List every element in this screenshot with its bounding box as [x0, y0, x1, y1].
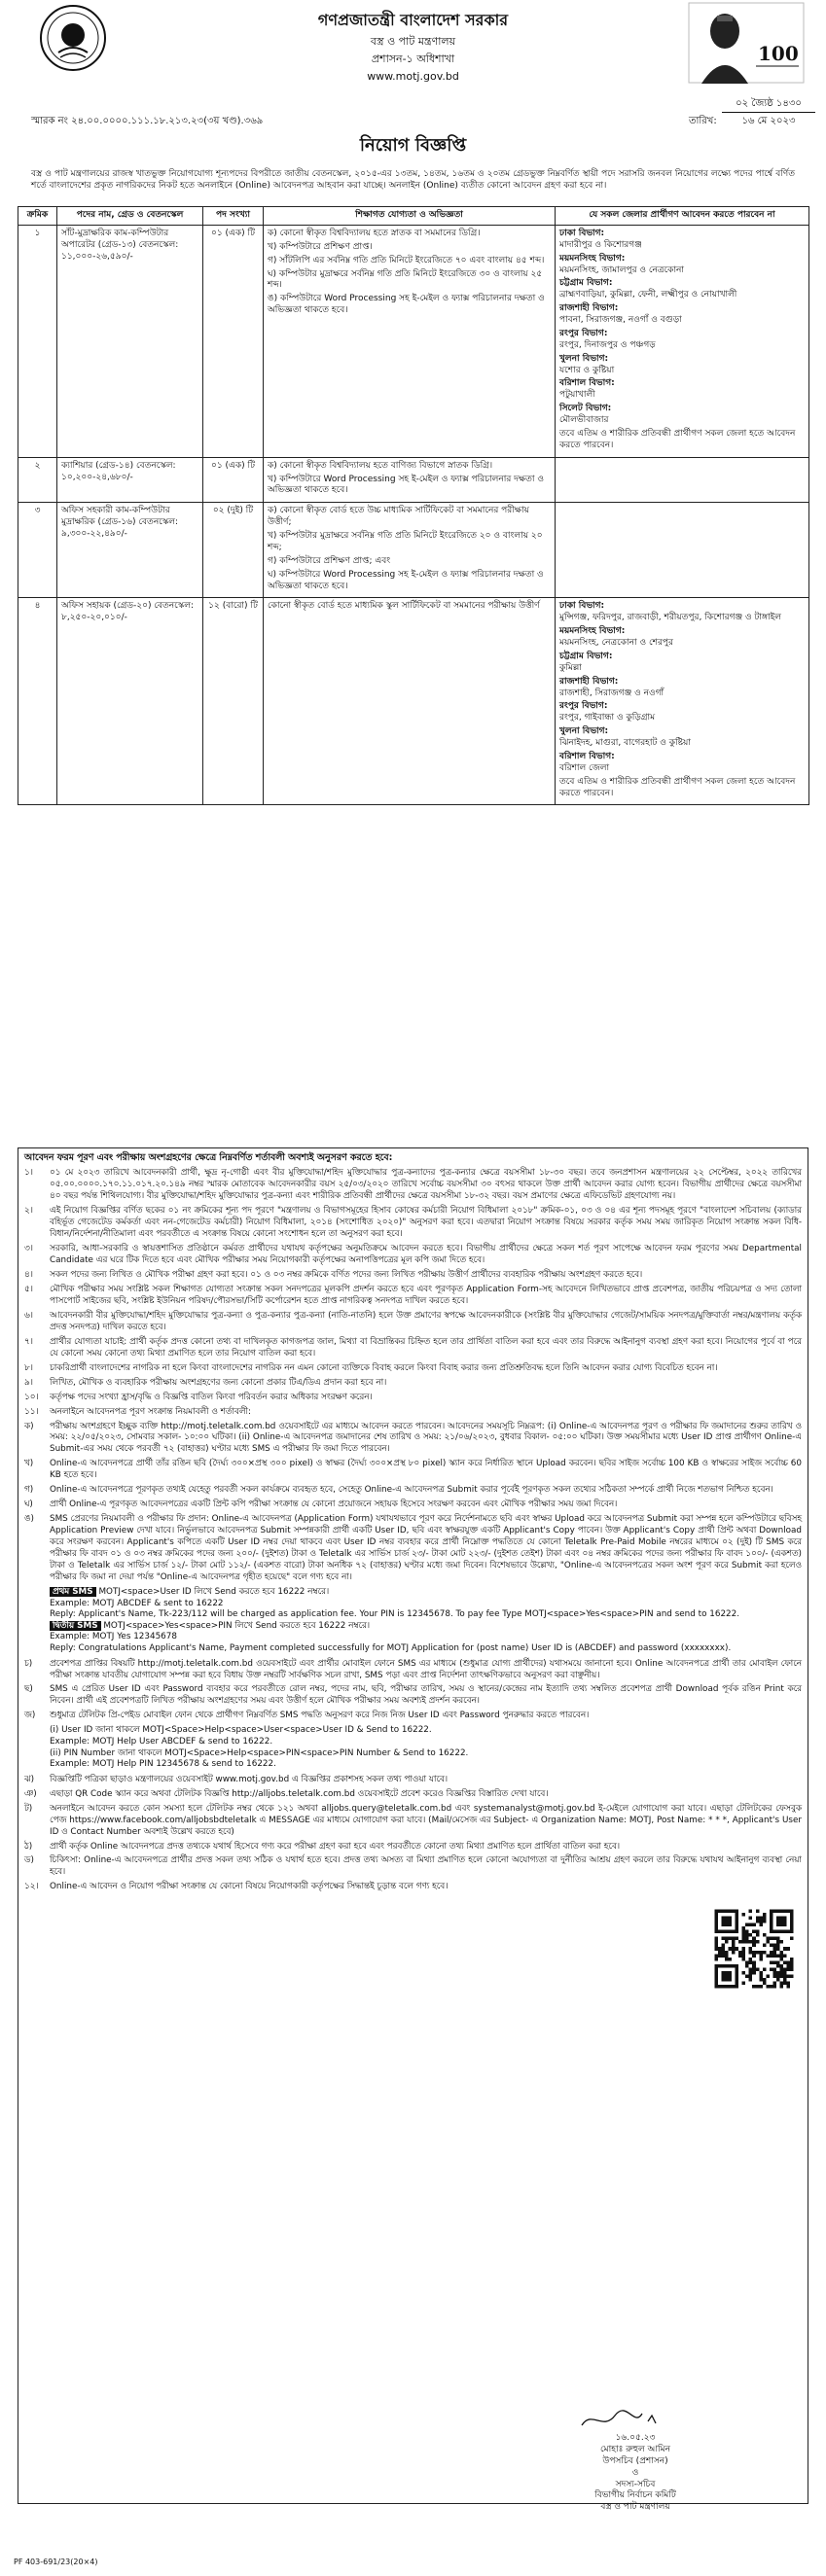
condition-number: ঘ) — [24, 1500, 33, 1510]
district-list: তবে এতিম ও শারীরিক প্রতিবন্ধী প্রার্থীগণ সকল জেলা হতে আবেদন করতে পারবেন। — [559, 776, 796, 798]
condition-item — [24, 1775, 802, 1786]
district-list: পাবনা, সিরাজগঞ্জ, নওগাঁ ও বগুড়া — [559, 315, 682, 325]
qualification-item: ঙ) কম্পিউটারে Word Processing সহ ই-মেইল ও ফ্যাক্স পরিচালনার দক্ষতা ও অভিজ্ঞতা থাকতে হবে। — [268, 294, 545, 316]
qualification-item: ক) কোনো স্বীকৃত বিশ্ববিদ্যালয় হতে বাণিজ্য বিভাগে স্নাতক ডিগ্রি। — [268, 460, 493, 471]
condition-item — [24, 1459, 802, 1482]
district-group — [559, 354, 805, 377]
ministry-website[interactable]: www.motj.gov.bd — [367, 70, 459, 83]
condition-number: ঝ) — [24, 1774, 35, 1784]
condition-text: মৌখিক পরীক্ষার সময় সংশ্লিষ্ট সকল শিক্ষাগত যোগ্যতা সংক্রান্ত সকল সনদপত্রের মূলকপি প্রদর্শন করতে হবে এবং পূরণকৃত Application Form-সহ আবেদনে লিখিতভাবে প্রাপ্ত প্রবেশপত্র, জাতীয় পরিচয়পত্র ও সদ্য তোলা পাসপোর্ট সাইজের ছবি, সংশ্লিষ্ট ইউনিয়ন পরিষদ/পৌরসভা/সিটি কর্পোরেশন হতে প্রাপ্ত নাগরিকত্ব সনদপত্র দাখিল করতে হবে। — [50, 1284, 802, 1306]
condition-text: প্রার্থী কর্তৃক Online আবেদনপত্রে প্রদত্ত তথ্যকে যথার্থ হিসেবে গণ্য করে পরীক্ষা গ্রহণ করা হবে এবং পরবর্তীতে কোনো তথ্য মিথ্যা প্রমাণিত হলে প্রার্থিতা বাতিল করা হবে। — [50, 1841, 620, 1852]
district-list: মাদারীপুর ও কিশোরগঞ্জ — [559, 239, 642, 250]
district-group — [559, 652, 805, 675]
conditions-list-2 — [24, 1659, 802, 1723]
condition-item — [24, 1422, 802, 1457]
row-qualifications — [264, 225, 556, 457]
date-english: ১৬ মে ২০২৩ — [741, 116, 796, 127]
division-name: রংপুর বিভাগ: — [559, 328, 608, 338]
district-group — [559, 752, 805, 775]
mujib-centenary-portrait-icon — [688, 2, 805, 84]
table-row — [18, 503, 809, 598]
condition-number: ১০। — [24, 1392, 39, 1402]
first-sms-example: Example: MOTJ ABCDEF & sent to 16222 — [50, 1598, 224, 1608]
condition-item — [24, 1206, 802, 1241]
condition-text: সকল পদের জন্য লিখিত ও মৌখিক পরীক্ষা গ্রহণ করা হবে। ০১ ও ০৩ নম্বর ক্রমিকে বর্ণিত পদের জন্য লিখিত পরীক্ষায় উত্তীর্ণ প্রার্থীদের ব্যবহারিক পরীক্ষায় অংশগ্রহণ করতে হবে। — [50, 1270, 643, 1281]
posts-table — [18, 206, 809, 805]
condition-text: প্রবেশপত্র প্রাপ্তির বিষয়টি http://motj.teletalk.com.bd ওয়েবসাইটে এবং প্রার্থীর মোবাইল ফোনে SMS এর মাধ্যমে (শুধুমাত্র যোগ্য প্রার্থীদের) যথাসময়ে জানানো হবে। Online আবেদনপত্রে প্রার্থী তার মোবাইল ফোনে পরীক্ষা সংক্রান্ত যাবতীয় যোগাযোগ সম্পন্ন করা হবে বিধায় উক্ত নম্বরটি সার্বক্ষণিক সচল রাখা, SMS পড়া এবং প্রাপ্ত নির্দেশনা তাৎক্ষণিকভাবে অনুসরণ করা বাঞ্ছনীয়। — [50, 1658, 802, 1680]
recovery-userid: (i) User ID জানা থাকলে MOTJ<Space>Help<space>User<space>User ID & Send to 16222. — [50, 1725, 432, 1736]
table-header-row — [18, 207, 809, 226]
division-name: ঢাকা বিভাগ: — [559, 228, 605, 238]
condition-text: চাকরিপ্রার্থী বাংলাদেশের নাগরিক না হলে কিংবা বাংলাদেশের নাগরিক নন এমন কোনো ব্যক্তিকে বিবাহ করলে কিংবা বিবাহ করার জন্য প্রতিশ্রুতিবদ্ধ হলে তিনি আবেদন করার যোগ্য বিবেচিত হবেন না। — [50, 1362, 718, 1373]
row-districts — [556, 503, 809, 598]
condition-item — [24, 1485, 802, 1497]
table-body — [18, 225, 809, 805]
condition-number: ৩। — [24, 1244, 33, 1254]
condition-number: ১১। — [24, 1406, 39, 1417]
qualification-item: খ) কম্পিউটার মুদ্রাক্ষরে সর্বনিম্ন গতি প্রতি মিনিটে ইংরেজিতে ২০ ও বাংলায় ২০ শব্দ; — [268, 531, 543, 552]
district-list: তবে এতিম ও শারীরিক প্রতিবন্ধী প্রার্থীগণ সকল জেলা হতে আবেদন করতে পারবেন। — [559, 428, 796, 450]
condition-item — [24, 1500, 802, 1511]
condition-text: এই নিয়োগ বিজ্ঞপ্তির বর্ণিত ছকের ০১ নং ক্রমিকের শূন্য পদ পূরণে "মন্ত্রণালয় ও বিভাগসমূহের হিসাব কোষের কর্মচারী নিয়োগ বিধিমালা ২০১৮" ক্রমিক-০১, ০৩ ও ০৪ এর শূন্য পদসমূহ পূরণে "বাংলাদেশ সচিবালয় (ক্যাডার বহির্ভূত গেজেটেড কর্মকর্তা এবং নন-গেজেটেড কর্মচারী) নিয়োগ বিধিমালা, ২০১৪ (সংশোধিত ২০২০)" অনুসরণ করা হবে। এতদ্বারা নিয়োগ সংক্রান্ত বিষয়ে সরকার কর্তৃক সময় সময় জারিকৃত নিয়োগ সংক্রান্ত সকল বিধি-বিধান/নির্দেশনা/নীতিমালা এবং পরবর্তীতে এ সংক্রান্ত বিষয়ে কোনো সংশোধন হলে তা অনুসরণ করা হবে। — [50, 1206, 802, 1240]
condition-item — [24, 1789, 802, 1801]
qualification-item: কোনো স্বীকৃত বোর্ড হতে মাধ্যমিক স্কুল সার্টিফিকেট বা সমমানের পরীক্ষায় উত্তীর্ণ — [268, 601, 540, 612]
district-list: বরিশাল জেলা — [559, 762, 610, 773]
condition-number: গ) — [24, 1485, 34, 1496]
second-sms-reply: Reply: Congratulations Applicant's Name, Payment completed successfully for MOTJ Application for (post name) User ID is (ABCDEF) and password (xxxxxxxx). — [50, 1642, 732, 1653]
condition-number: ৯। — [24, 1377, 33, 1388]
signature-date: ১৬.০৫.২৩ — [615, 2433, 656, 2443]
svg-text:100: 100 — [758, 42, 799, 65]
division-name: রংপুর বিভাগ: — [559, 701, 608, 712]
recovery-userid-example: Example: MOTJ Help User ABCDEF & send to 16222. — [50, 1736, 273, 1747]
district-list: রংপুর, দিনাজপুর ও পঞ্চগড় — [559, 339, 656, 350]
district-list: ময়মনসিংহ, নেত্রকোনা ও শেরপুর — [559, 638, 673, 648]
division-name: বরিশাল বিভাগ: — [559, 378, 615, 389]
condition-text: অনলাইনে আবেদনপত্র পূরণ সংক্রান্ত নিয়মাবলী ও শর্তাবলী: — [50, 1406, 251, 1417]
district-group — [559, 701, 805, 724]
district-group — [559, 378, 805, 402]
condition-item — [24, 1337, 802, 1360]
division-name: ময়মনসিংহ বিভাগ: — [559, 253, 626, 264]
division-name: চট্টগ্রাম বিভাগ: — [559, 278, 613, 289]
condition-number: ২। — [24, 1206, 33, 1217]
division-name: খুলনা বিভাগ: — [559, 726, 609, 737]
condition-number: ৫। — [24, 1284, 33, 1294]
print-reference: PF 403-691/23(20×4) — [14, 2558, 98, 2566]
row-post: অফিস সহকারী কাম-কম্পিউটার মুদ্রাক্ষরিক (গ্রেড-১৬) বেতনস্কেল: ৯,৩০০-২২,৪৯০/- — [57, 503, 203, 598]
row-count: ১২ (বারো) টি — [203, 598, 264, 805]
signatory-office: বস্ত্র ও পাট মন্ত্রণালয় — [600, 2502, 670, 2513]
condition-number: ১। — [24, 1168, 33, 1179]
district-group — [559, 726, 805, 750]
table-row — [18, 225, 809, 457]
district-list: মৌলভীবাজার — [559, 415, 609, 425]
district-list: পটুয়াখালী — [559, 390, 595, 401]
condition-text: শুধুমাত্র টেলিটক প্রি-পেইড মোবাইল ফোন থেকে প্রার্থীগণ নিম্নবর্ণিত SMS পদ্ধতি অনুসরণ করে নিজ নিজ User ID এবং Password পুনরুদ্ধার করতে পারবেন। — [50, 1711, 590, 1721]
district-list: কুমিল্লা — [559, 662, 582, 673]
district-list: ব্রাহ্মণবাড়িয়া, কুমিল্লা, ফেনী, লক্ষ্মীপুর ও নোয়াখালী — [559, 290, 737, 300]
condition-text: Online-এ আবেদন ও নিয়োগ পরীক্ষা সংক্রান্ত যে কোনো বিষয়ে নিয়োগকারী কর্তৃপক্ষের সিদ্ধান্তই চূড়ান্ত বলে গণ্য হবে। — [50, 1882, 449, 1892]
condition-number: জ) — [24, 1711, 36, 1721]
division-name: সিলেট বিভাগ: — [559, 404, 612, 414]
condition-number: ড) — [24, 1855, 34, 1866]
division-name: রাজশাহী বিভাগ: — [559, 676, 619, 687]
row-serial: ৪ — [18, 598, 57, 805]
ministry-name: বস্ত্র ও পাট মন্ত্রণালয় — [370, 35, 456, 48]
condition-item — [24, 1285, 802, 1308]
division-name: ঢাকা বিভাগ: — [559, 601, 605, 612]
division-name: চট্টগ্রাম বিভাগ: — [559, 651, 613, 661]
district-list: মুন্সিগঞ্জ, ফরিদপুর, রাজবাড়ী, শরীয়তপুর, কিশোরগঞ্জ ও টাঙ্গাইল — [559, 613, 782, 623]
condition-number: ট) — [24, 1803, 33, 1814]
condition-text: প্রার্থীর যোগ্যতা যাচাই: প্রার্থী কর্তৃক প্রদত্ত কোনো তথ্য বা দাখিলকৃত কাগজপত্র জাল, মিথ্যা বা বিভ্রান্তিকর চিহ্নিত হলে তার প্রার্থিতা বাতিল করা হবে এবং তার বিরুদ্ধে আইনানুগ ব্যবস্থা গ্রহণ করা হবে। নিয়োগের পূর্বে বা পরে যে কোনো সময় কোনো তথ্য মিথ্যা প্রমাণিত হলে তার নিয়োগ বাতিল করা হবে। — [50, 1336, 802, 1359]
district-group — [559, 601, 805, 624]
condition-item — [24, 1804, 802, 1839]
condition-number: চ) — [24, 1658, 33, 1669]
condition-number: ৭। — [24, 1336, 33, 1347]
division-name: বরিশাল বিভাগ: — [559, 751, 615, 761]
conditions-list-3 — [24, 1775, 802, 1894]
second-sms-tag: দ্বিতীয় SMS — [50, 1621, 101, 1631]
condition-text: প্রার্থী Online-এ পূরণকৃত আবেদনপত্রের একটি প্রিন্ট কপি পরীক্ষা সংক্রান্ত যে কোনো প্রয়োজনে সহায়ক হিসেবে সংরক্ষণ করবেন এবং মৌখিক পরীক্ষার সময় জমা দিবেন। — [50, 1500, 618, 1510]
row-districts — [556, 598, 809, 805]
qualification-item: ক) কোনো স্বীকৃত বোর্ড হতে উচ্চ মাধ্যমিক সার্টিফিকেট বা সমমানের পরীক্ষায় উত্তীর্ণ; — [268, 506, 529, 528]
first-sms-reply: Reply: Applicant's Name, Tk-223/112 will be charged as application fee. Your PIN is 12345678. To pay fee Type MOTJ<space>Yes<space>PIN and send to 16222. — [50, 1609, 740, 1620]
condition-item — [24, 1514, 802, 1584]
signatory-name: মোহাঃ রুহুল আমিন — [600, 2444, 670, 2454]
row-districts — [556, 225, 809, 457]
qualification-item: গ) কম্পিউটারে প্রশিক্ষণ প্রাপ্ত; এবং — [268, 555, 391, 566]
col-qualification: শিক্ষাগত যোগ্যতা ও অভিজ্ঞতা — [264, 207, 556, 226]
row-post: সাঁট-মুদ্রাক্ষরিক কাম-কম্পিউটার অপারেটর (গ্রেড-১৩) বেতনস্কেল: ১১,০০০-২৬,৫৯০/- — [57, 225, 203, 457]
second-sms-example: Example: MOTJ Yes 12345678 — [50, 1632, 177, 1642]
conditions-heading: আবেদন ফরম পূরণ এবং পরীক্ষায় অংশগ্রহণের ক্ষেত্রে নিম্নবর্ণিত শর্তাবলী অবশ্যই অনুসরণ করতে হবে: — [24, 1152, 393, 1163]
condition-text: Online-এ আবেদনপত্রে পূরণকৃত তথ্যই যেহেতু পরবর্তী সকল কার্যক্রমে ব্যবহৃত হবে, সেহেতু Online-এ আবেদনপত্র Submit করার পূর্বেই পূরণকৃত সকল তথ্যের সঠিকতা সম্পর্কে প্রার্থী নিজে শতভাগ নিশ্চিত হবেন। — [50, 1485, 773, 1496]
table-row — [18, 598, 809, 805]
district-group — [559, 303, 805, 327]
condition-number: ৮। — [24, 1362, 33, 1373]
signatory-role: সদস্য-সচিব — [615, 2479, 656, 2489]
condition-text: SMS এ প্রেরিত User ID এবং Password ব্যবহার করে পরবর্তীতে রোল নম্বর, পদের নাম, ছবি, পরীক্ষার তারিখ, সময় ও স্থানের/কেন্দ্রের নাম ইত্যাদি তথ্য সম্বলিত প্রবেশপত্র প্রার্থী Download পূর্বক রঙিন Print করে নিবেন। প্রার্থী এই প্রবেশপত্রটি লিখিত পরীক্ষায় অংশগ্রহণের সময় এবং উত্তীর্ণ হলে মৌখিক পরীক্ষার সময় অবশ্যই প্রদর্শন করবেন। — [50, 1684, 802, 1707]
header — [18, 0, 808, 202]
col-districts: যে সকল জেলার প্রার্থীগণ আবেদন করতে পারবেন না — [556, 207, 809, 226]
division-name: খুলনা বিভাগ: — [559, 353, 609, 364]
row-count: ০১ (এক) টি — [203, 225, 264, 457]
qualification-item: গ) সাঁটলিপি এর সর্বনিম্ন গতি প্রতি মিনিটে ইংরেজিতে ৭০ এবং বাংলায় ৪৫ শব্দ। — [268, 255, 545, 265]
first-sms-format: MOTJ<space>User ID লিখে Send করতে হবে 16222 নম্বরে। — [98, 1586, 330, 1597]
condition-number: ছ) — [24, 1684, 33, 1695]
condition-number: ঠ) — [24, 1841, 33, 1852]
qualification-item: ক) কোনো স্বীকৃত বিশ্ববিদ্যালয় হতে স্নাতক বা সমমানের ডিগ্রি। — [268, 228, 481, 238]
date-block — [722, 97, 815, 127]
district-group — [559, 626, 805, 650]
condition-item — [24, 1378, 802, 1390]
condition-number: খ) — [24, 1459, 34, 1469]
district-list: যশোর ও কুষ্টিয়া — [559, 365, 615, 375]
condition-text: SMS প্রেরণের নিয়মাবলী ও পরীক্ষার ফি প্রদান: Online-এ আবেদনপত্র (Application Form) যথাযথভাবে পূরণ করে নির্দেশনামতে ছবি এবং স্বাক্ষর Upload করে আবেদনপত্র Submit করা সম্পন্ন হলে কম্পিউটারে ছবিসহ Application Preview দেখা যাবে। নির্ভুলভাবে আবেদনপত্র Submit সম্পন্নকারী প্রার্থী একটি User ID, ছবি এবং স্বাক্ষরযুক্ত একটি Applicant's Copy পাবেন। উক্ত Applicant's Copy প্রার্থী প্রিন্ট অথবা Download করে সংরক্ষণ করবেন। Applicant's কপিতে একটি User ID নম্বর দেয়া থাকবে এবং User ID নম্বর ব্যবহার করে প্রার্থী নিম্নোক্ত পদ্ধতিতে যে কোনো Teletalk Pre-Paid Mobile নম্বরের মাধ্যমে ০২ (দুই) টি SMS করে পরীক্ষার ফি বাবদ ০১ ও ০৩ নম্বর ক্রমিকের পদের জন্য ২০০/- (দুইশত) টাকা ও Teletalk এর সার্ভিস চার্জ ২৩/- টাকা মোট ২২৩/- (দুইশত তেইশ) টাকা এবং ০৪ নম্বর ক্রমিকের পদের জন্য পরীক্ষার ফি বাবদ ১০০/- (একশত) টাকা ও Teletalk এর সার্ভিস চার্জ ১২/- টাকা মোট ১১২/- (একশত বারো) টাকা অনধিক ৭২ (বাহাত্তর) ঘণ্টার মধ্যে জমা দিবেন। বিশেষভাবে উল্লেখ্য, "Online-এ আবেদনপত্রের সকল অংশ পূরণ করে Submit করা হলেও পরীক্ষার ফি জমা না দেয়া পর্যন্ত "Online-এ আবেদনপত্র গৃহীত হয়েছে" বলে গণ্য হবে না। — [50, 1514, 802, 1582]
row-post: ক্যাশিয়ার (গ্রেড-১৪) বেতনস্কেল: ১০,২০০-২৪,৬৮০/- — [57, 457, 203, 503]
sms-instructions — [50, 1587, 802, 1655]
date-label: তারিখ: — [689, 116, 717, 126]
condition-item — [24, 1882, 802, 1893]
signatory-and: ও — [631, 2467, 639, 2478]
signatory-committee: বিভাগীয় নির্বাচন কমিটি — [594, 2490, 676, 2501]
row-count: ০১ (এক) টি — [203, 457, 264, 503]
col-count: পদ সংখ্যা — [203, 207, 264, 226]
row-districts — [556, 457, 809, 503]
condition-text: Online-এ আবেদনপত্রে প্রার্থী তাঁর রঙিন ছবি (দৈর্ঘ্য ৩০০×প্রস্থ ৩০০ pixel) ও স্বাক্ষর (দৈর্ঘ্য ৩০০×প্রস্থ ৮০ pixel) স্ক্যান করে নির্ধারিত স্থানে Upload করবেন। ছবির সাইজ সর্বোচ্চ 100 KB ও স্বাক্ষরের সাইজ সর্বোচ্চ 60 KB হতে হবে। — [50, 1459, 802, 1481]
row-serial: ১ — [18, 225, 57, 457]
district-group — [559, 229, 805, 252]
condition-item — [24, 1842, 802, 1853]
col-post: পদের নাম, গ্রেড ও বেতনস্কেল — [57, 207, 203, 226]
district-group — [559, 677, 805, 700]
condition-text: পরীক্ষায় অংশগ্রহণে ইচ্ছুক ব্যক্তি http://motj.teletalk.com.bd ওয়েবসাইটে এর মাধ্যমে আবেদন করতে পারবেন। আবেদনের সময়সূচি নিম্নরূপ: (i) Online-এ আবেদনপত্র পূরণ ও পরীক্ষার ফি জমাদানের শুরুর তারিখ ও সময়: ২২/০৫/২০২৩, সোমবার সকাল- ১০:০০ ঘটিকা। (ii) Online-এ আবেদনপত্র জমাদানের শেষ তারিখ ও সময়: ২১/০৬/২০২৩, বুধবার বিকাল- ০৫:০০ ঘটিকা। উক্ত সময়সীমার মধ্যে User ID প্রাপ্ত প্রার্থীগণ Online-এ Submit-এর সময় থেকে পরবর্তী ৭২ (বাহাত্তর) ঘণ্টার মধ্যে SMS এ পরীক্ষার ফি জমা দিতে পারবেন। — [50, 1421, 802, 1455]
condition-number: ঙ) — [24, 1514, 34, 1525]
district-list: ময়মনসিংহ, জামালপুর ও নেত্রকোনা — [559, 265, 685, 275]
row-serial: ৩ — [18, 503, 57, 598]
first-sms-tag: প্রথম SMS — [50, 1587, 96, 1597]
condition-item — [24, 1270, 802, 1282]
condition-number: ঞ) — [24, 1788, 37, 1799]
condition-item — [24, 1711, 802, 1722]
signature-block — [533, 2406, 737, 2514]
notice-title: নিয়োগ বিজ্ঞপ্তি — [359, 135, 467, 156]
signatory-designation: উপসচিব (প্রশাসন) — [602, 2455, 668, 2466]
condition-item — [24, 1393, 802, 1404]
condition-item — [24, 1855, 802, 1879]
government-name: গণপ্রজাতন্ত্রী বাংলাদেশ সরকার — [317, 11, 509, 29]
recovery-pin: (ii) PIN Number জানা থাকলে MOTJ<Space>Help<space>PIN<space>PIN Number & Send to 16222. — [50, 1747, 469, 1758]
division-name: ময়মনসিংহ বিভাগ: — [559, 626, 626, 637]
qualification-item: খ) কম্পিউটারে প্রশিক্ষণ প্রাপ্ত। — [268, 241, 373, 252]
recovery-pin-example: Example: MOTJ Help PIN 12345678 & send to 16222. — [50, 1759, 276, 1770]
condition-text: অনলাইনে আবেদন করতে কোন সমস্যা হলে টেলিটক নম্বর থেকে ১২১ অথবা alljobs.query@teletalk.com.bd এবং systemanalyst@motj.gov.bd ই-মেইলে যোগাযোগ করা যাবে। এছাড়া টেলিটকের ফেসবুক পেজ https://www.facebook.com/alljobsbdteletalk এ MESSAGE এর মাধ্যমে যোগাযোগ করা যাবে। (Mail/মেসেজ এর Subject- এ Organization Name: MOTJ, Post Name: * * *, Applicant's User ID ও Contact Number অবশ্যই উল্লেখ করতে হবে) — [50, 1803, 802, 1837]
qualification-item: খ) কম্পিউটারে Word Processing সহ ই-মেইল ও ফ্যাক্স পরিচালনার দক্ষতা ও অভিজ্ঞতা থাকতে হবে। — [268, 474, 545, 496]
condition-number: ৪। — [24, 1270, 33, 1281]
district-group — [559, 278, 805, 301]
table-row — [18, 457, 809, 503]
col-serial: ক্রমিক — [18, 207, 57, 226]
condition-item — [24, 1244, 802, 1267]
conditions-box — [18, 1147, 808, 2504]
branch-name: প্রশাসন-১ অধিশাখা — [371, 53, 455, 65]
row-qualifications — [264, 503, 556, 598]
condition-item — [24, 1659, 802, 1682]
date-bangla: ০২ জ্যৈষ্ঠ ১৪৩০ — [722, 97, 815, 113]
condition-text: চিকিৎসা: Online-এ আবেদনপত্রে প্রার্থীর প্রদত্ত সকল তথ্য সঠিক ও যথার্থ হতে হবে। প্রদত্ত তথ্য অসত্য বা মিথ্যা প্রমাণিত হলে কোনো অযোগ্যতা বা দুর্নীতির আশ্রয় গ্রহণ করলে তার বিরুদ্ধে যথাযথ আইনানুগ ব্যবস্থা নেয়া হবে। — [50, 1855, 802, 1878]
district-group — [559, 329, 805, 352]
condition-item — [24, 1311, 802, 1334]
qualification-item: ঘ) কম্পিউটার মুদ্রাক্ষরে সর্বনিম্ন গতি প্রতি মিনিটে ইংরেজিতে ৩০ ও বাংলায় ২৫ শব্দ। — [268, 268, 543, 291]
condition-text: কর্তৃপক্ষ পদের সংখ্যা হ্রাস/বৃদ্ধি ও বিজ্ঞপ্তি বাতিল কিংবা পরিবর্তন করার অধিকার সংরক্ষণ করেন। — [50, 1392, 373, 1402]
district-group — [559, 254, 805, 277]
memo-number: স্মারক নং ২৪.০০.০০০০.১১১.১৮.২১৩.২৩(৩য় খণ্ড).৩৬৯ — [31, 116, 264, 126]
row-count: ০২ (দুই) টি — [203, 503, 264, 598]
condition-item — [24, 1684, 802, 1708]
condition-text: এছাড়া QR Code স্ক্যান করে অথবা টেলিটক বিজ্ঞপ্তি http://alljobs.teletalk.com.bd ওয়েবসাইটে প্রবেশ করেও বিজ্ঞপ্তির বিস্তারিত দেখা যাবে। — [50, 1788, 549, 1799]
division-name: রাজশাহী বিভাগ: — [559, 303, 619, 314]
recovery-instructions — [50, 1725, 594, 1770]
district-group — [559, 404, 805, 427]
conditions-list — [24, 1168, 802, 1584]
handwritten-signature-icon — [533, 2406, 737, 2433]
condition-text: লিখিত, মৌখিক ও ব্যবহারিক পরীক্ষায় অংশগ্রহণের জন্য কোনো প্রকার টিএ/ডিএ প্রদান করা হবে না। — [50, 1377, 387, 1388]
condition-item — [24, 1168, 802, 1203]
condition-number: ১২। — [24, 1882, 39, 1892]
row-post: অফিস সহায়ক (গ্রেড-২০) বেতনস্কেল: ৮,২৫০-২০,০১০/- — [57, 598, 203, 805]
row-serial: ২ — [18, 457, 57, 503]
condition-text: ০১ মে ২০২৩ তারিখে আবেদনকারী প্রার্থী, ক্ষুদ্র নৃ-গোষ্ঠী এবং বীর মুক্তিযোদ্ধা/শহিদ মুক্তিযোদ্ধার পুত্র-কন্যাদের পুত্র-কন্যার ক্ষেত্রে বয়সসীমা ১৮-৩০ বছর। তবে জনপ্রশাসন মন্ত্রণালয়ের ২২ সেপ্টেম্বর, ২০২২ তারিখের ০৫.০০.০০০০.১৭০.১১.০১৭.২০.১৪৯ নম্বর স্মারক মোতাবেক আবেদনকারীর বয়স ২৫/০৩/২০২০ তারিখে সর্বোচ্চ বয়সসীমা ৩০ বৎসর থাকলে উক্ত প্রার্থী আবেদন করার যোগ্য হবেন। বিভাগীয় প্রার্থীদের ক্ষেত্রে বয়সসীমা ৪০ বছর পর্যন্ত শিথিলযোগ্য। বীর মুক্তিযোদ্ধা/শহিদ মুক্তিযোদ্ধার পুত্র-কন্যা এবং শারীরিক প্রতিবন্ধী প্রার্থীদের ক্ষেত্রে বয়সসীমা ১৮-৩২ বছর। বয়স প্রমাণের ক্ষেত্রে এফিডেভিট গ্রহণযোগ্য নয়। — [50, 1168, 802, 1202]
condition-text: সরকারি, আধা-সরকারি ও স্বায়ত্তশাসিত প্রতিষ্ঠানে কর্মরত প্রার্থীদের যথাযথ কর্তৃপক্ষের অনুমতিক্রমে আবেদন করতে হবে। বিভাগীয় প্রার্থীদের ক্ষেত্রে সকল শর্ত পূরণ সাপেক্ষে আবেদন ফরম পূরণের সময় Departmental Candidate এর ঘরে টিক দিতে হবে এবং মৌখিক পরীক্ষার সময় নিয়োগকারী কর্তৃপক্ষের অনাপত্তিপত্রের মূল কপি জমা দিতে হবে। — [50, 1244, 802, 1266]
second-sms-format: MOTJ<space>Yes<space>PIN লিখে Send করতে হবে 16222 নম্বরে। — [103, 1620, 371, 1631]
condition-item — [24, 1407, 802, 1419]
condition-text: বিজ্ঞপ্তিটি পত্রিকা ছাড়াও মন্ত্রণালয়ের ওয়েবসাইট www.motj.gov.bd এ বিজ্ঞপ্তির প্রকাশসহ সকল তথ্য পাওয়া যাবে। — [50, 1774, 449, 1784]
row-qualifications — [264, 598, 556, 805]
qr-code-icon[interactable] — [711, 1906, 797, 1992]
district-list: রংপুর, গাইবান্ধা ও কুড়িগ্রাম — [559, 713, 656, 723]
intro-paragraph: বস্ত্র ও পাট মন্ত্রণালয়ের রাজস্ব খাতভুক্ত নিয়োগযোগ্য শূন্যপদের বিপরীতে জাতীয় বেতনস্কেল, ২০১৫-এর ১৩তম, ১৪তম, ১৬তম ও ২০তম গ্রেডভুক্ত নিম্নবর্ণিত স্থায়ী পদে সরাসরি জনবল নিয়োগের লক্ষ্যে পদের পার্শ্বে বর্ণিত শর্তে বাংলাদেশের প্রকৃত নাগরিকদের নিকট হতে অনলাইনে (Online) আবেদনপত্র আহবান করা যাচ্ছে। অনলাইন (Online) ব্যতীত কোনো আবেদন গ্রহণ করা হবে না। — [31, 169, 795, 191]
condition-text: আবেদনকারী বীর মুক্তিযোদ্ধা/শহিদ মুক্তিযোদ্ধার পুত্র-কন্যা ও পুত্র-কন্যার পুত্র-কন্যা (নাতি-নাতনি) হলে উক্ত প্রমাণের স্বপক্ষে আবেদনকারীকে (সংশ্লিষ্ট বীর মুক্তিযোদ্ধার গেজেট/সাময়িক সনদপত্র/মুক্তিবার্তা নম্বর/মন্ত্রণালয় কর্তৃক প্রদত্ত সনদপত্র) দাখিল করতে হবে। — [50, 1310, 802, 1332]
condition-number: ৬। — [24, 1310, 33, 1321]
district-group — [559, 777, 805, 800]
district-list: ঝিনাইদহ, মাগুরা, বাগেরহাট ও কুষ্টিয়া — [559, 738, 691, 748]
condition-item — [24, 1363, 802, 1375]
condition-number: ক) — [24, 1421, 34, 1431]
row-qualifications — [264, 457, 556, 503]
qualification-item: ঘ) কম্পিউটারে Word Processing সহ ই-মেইল ও ফ্যাক্স পরিচালনার দক্ষতা ও অভিজ্ঞতা থাকতে হবে। — [268, 569, 544, 591]
district-group — [559, 429, 805, 452]
district-list: রাজশাহী, সিরাজগঞ্জ ও নওগাঁ — [559, 688, 664, 698]
